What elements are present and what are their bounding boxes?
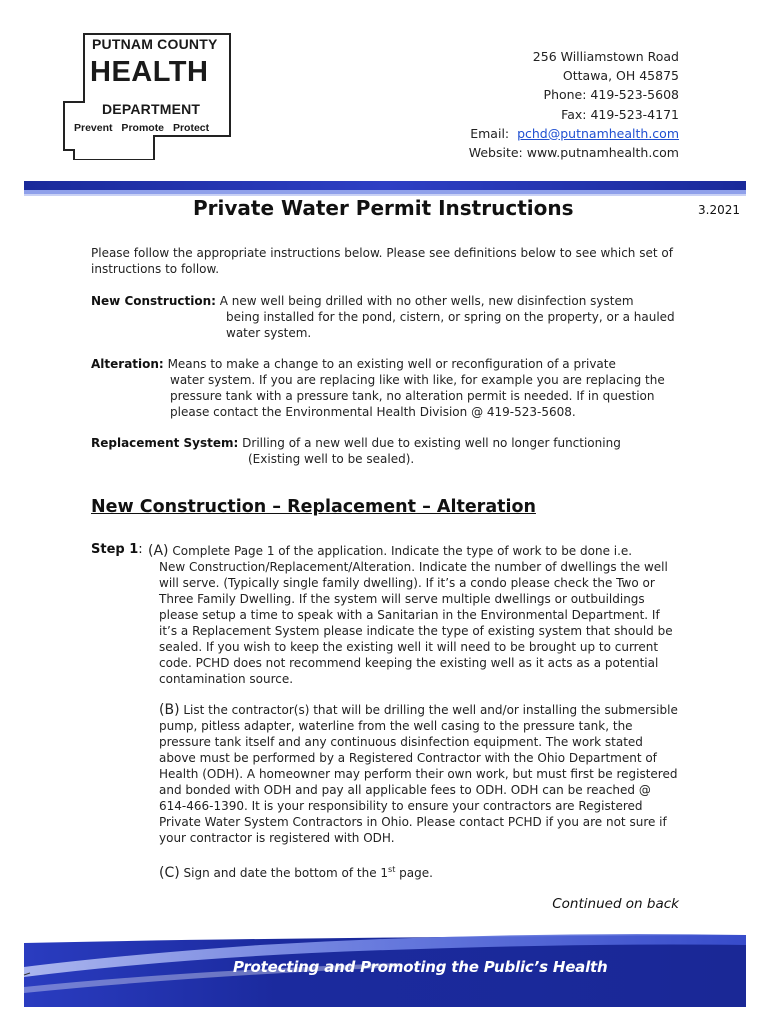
continued-on-back-note: Continued on back xyxy=(552,896,679,912)
health-department-logo xyxy=(62,32,232,160)
intro-paragraph: Please follow the appropriate instructions below. Please see definitions below to see which set of instructions to follow. xyxy=(91,246,673,276)
contact-fax: Fax: 419-523-4171 xyxy=(561,106,679,122)
part-a-text: New Construction/Replacement/Alteration. Indicate the number of dwellings the well will serve. (Typically single family dwelling). If it’s a condo please check the Two or Three Family Dwelling. If the system will serve multiple dwellings or outbuildings please setup a time to speak with a Sanitarian in the Environmental Department. If it’s a Replacement System please indicate the type of existing system that should be sealed. If you wish to keep the existing well it will need to be brought up to current code. PCHD does not recommend keeping the existing well as it acts as a potential contamination source. xyxy=(159,560,673,686)
logo-line-department: DEPARTMENT xyxy=(102,101,201,117)
part-a-first-line: Complete Page 1 of the application. Indicate the type of work to be done i.e. xyxy=(172,544,633,558)
step-1-part-a xyxy=(148,543,679,687)
contact-city: Ottawa, OH 45875 xyxy=(562,68,679,84)
contact-email-link[interactable]: pchd@putnamhealth.com xyxy=(517,125,679,141)
footer-slogan: Protecting and Promoting the Public’s Health xyxy=(233,958,608,976)
definition-text-cont: being installed for the pond, cistern, or spring on the property, or a hauled water system. xyxy=(226,310,675,340)
definition-text-cont: water system. If you are replacing like with like, for example you are replacing the pressure tank with a pressure tank, no alteration permit is needed. If in question please contact the Environmental Health Division @ 419-523-5608. xyxy=(170,373,665,419)
step-1-part-b xyxy=(159,702,681,846)
definition-new-construction xyxy=(91,293,681,341)
contact-website: Website: www.putnamhealth.com xyxy=(468,145,679,161)
step-1-part-c xyxy=(159,862,679,881)
definition-term: Replacement System: xyxy=(91,436,239,450)
part-c-text: Sign and date the bottom of the 1 xyxy=(183,866,389,880)
logo-tagline: Prevent Promote Protect xyxy=(74,122,210,134)
part-a-marker: (A) xyxy=(148,543,169,559)
section-heading: New Construction – Replacement – Alteration xyxy=(91,497,536,517)
step-label-colon: : xyxy=(138,542,143,557)
page-title: Private Water Permit Instructions xyxy=(193,196,574,220)
part-b-marker: (B) xyxy=(159,702,180,718)
definition-text: Means to make a change to an existing well or reconfiguration of a private xyxy=(167,357,616,371)
contact-block xyxy=(469,47,679,162)
definition-text-cont: (Existing well to be sealed). xyxy=(248,452,415,466)
definition-alteration xyxy=(91,356,691,420)
definition-text: A new well being drilled with no other wells, new disinfection system xyxy=(219,294,634,308)
contact-email-row xyxy=(469,124,679,143)
contact-phone: Phone: 419-523-5608 xyxy=(543,87,679,103)
logo-line-health: HEALTH xyxy=(90,56,209,88)
part-c-marker: (C) xyxy=(159,865,180,881)
contact-email-label: Email: xyxy=(470,125,518,141)
step-label-text: Step 1 xyxy=(91,542,139,557)
definition-term: Alteration: xyxy=(91,357,164,371)
definition-replacement-system xyxy=(91,435,691,467)
part-c-superscript: st xyxy=(388,865,396,874)
definition-text: Drilling of a new well due to existing well no longer functioning xyxy=(242,436,621,450)
contact-address: 256 Williamstown Road xyxy=(532,49,679,64)
definition-term: New Construction: xyxy=(91,294,216,308)
step-1-label xyxy=(91,542,143,557)
version-label: 3.2021 xyxy=(698,203,740,217)
part-b-text: List the contractor(s) that will be drilling the well and/or installing the submersible pump, pitless adapter, waterline from the well casing to the pressure tank, the pressure tank itself and any continuous disinfection equipment. The work stated above must be performed by a Registered Contractor with the Ohio Department of Health (ODH). A homeowner may perform their own work, but must first be registered and bonded with ODH and pay all applicable fees to ODH. ODH can be reached @ 614-466-1390. It is your responsibility to ensure your contractors are Registered Private Water System Contractors in Ohio. Please contact PCHD if you are not sure if your contractor is registered with ODH. xyxy=(159,703,678,845)
part-c-text-end: page. xyxy=(395,866,433,880)
logo-line-county: PUTNAM COUNTY xyxy=(92,36,218,52)
header-divider xyxy=(0,176,770,198)
